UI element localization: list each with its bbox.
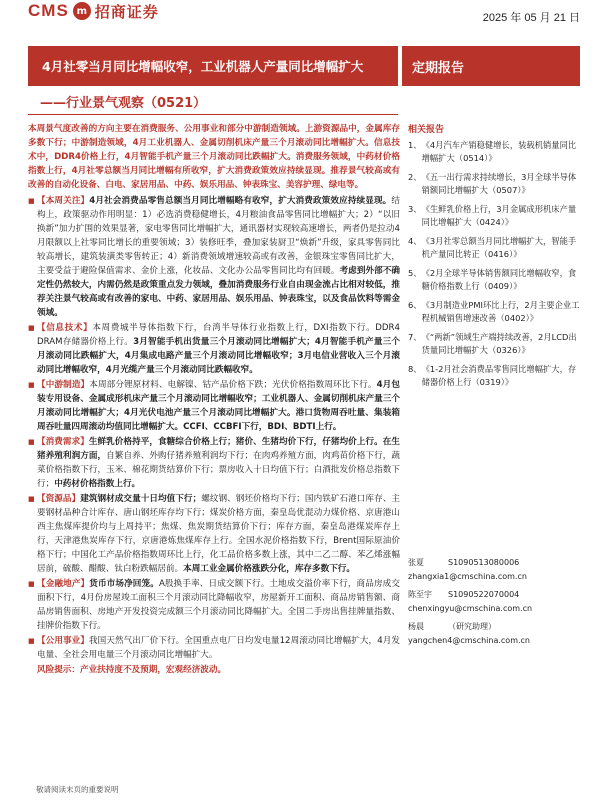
related-report-link[interactable]: 《1-2月社会消费品零售同比增幅扩大，存储器价格上行（0319）》 xyxy=(421,364,577,387)
logo-chinese: 招商证券 xyxy=(94,2,159,21)
analyst-row xyxy=(408,620,580,634)
logo-latin: CMS xyxy=(28,1,69,20)
paragraph-finance xyxy=(28,577,400,633)
bold-lead: 建筑钢材成交量十日均值下行； xyxy=(80,494,202,504)
title-divider xyxy=(28,114,398,115)
related-report-item[interactable]: 4、 《3月社零总额当月同比增幅扩大，智能手机产量同比转正（0416）》 xyxy=(408,235,580,261)
report-subtitle: ——行业景气观察（0521） xyxy=(40,96,207,111)
bold-tail: 3月智能手机出货量三个月滚动同比增幅扩大；4月智能手机产量三个月滚动同比跌幅扩大，4月集成电路产量三个月滚动同比增幅收窄；3月电信业营收入三个月滚动同比增幅收窄，4月光缆产量三个月滚动同比跌幅收窄。 xyxy=(37,337,400,375)
square-bullet-icon: ■ xyxy=(28,580,35,588)
related-report-link[interactable]: 《3月社零总额当月同比增幅扩大，智能手机产量同比转正（0416）》 xyxy=(421,236,577,259)
body-text: 结构上，政策驱动作用明显：1）必选消费稳健增长，4月粮油食品零售同比增幅扩大；2）“以旧换新”加力扩围的效果显著，家电零售同比增幅扩大，通讯器材实现较高速增长，两者仍是拉动4月限额以上社零同比增长的重要领域；3）装修旺季，叠加家装厨卫“焕新”升级，家具零售同比较高增长，建筑装潢类零售转正；4）新消费领域增速较高或有改善，金银珠宝零售同比扩大，主要受益于避险保值需求、金价上涨，化妆品、文化办公品零售同比均有回暖。 xyxy=(37,196,400,276)
footer-note: 敬请阅读末页的重要说明 xyxy=(36,785,119,794)
square-bullet-icon: ■ xyxy=(28,381,35,389)
analyst-id: （研究助理） xyxy=(448,622,496,631)
related-report-item[interactable]: 7、 《“两新”领域生产端持续改善，2月LCD出货量同比增幅扩大（0326）》 xyxy=(408,331,580,357)
abstract: 本周景气度改善的方向主要在消费服务、公用事业和部分中游制造领域。上游资源品中，金属库存多数下行；中游制造领域，4月工业机器人、金属切削机床产量三个月滚动同比增幅扩大。信息技术中，DDR4价格上行，4月智能手机产量三个月滚动同比跌幅扩大。消费服务领域，中药材价格指数上行，4月社零总额当月同比增幅有所收窄，扩大消费政策效应持续显现。推荐景气较高或有改善的自动化设备、白电、家居用品、中药、娱乐用品、钟表珠宝、美容护理、绿电等。 xyxy=(28,124,400,190)
paragraph-resources xyxy=(28,492,400,576)
analyst-email[interactable]: chenxingyu@cmschina.com.cn xyxy=(408,604,533,613)
section-tag: 【金融地产】 xyxy=(37,579,90,589)
paragraph-utilities xyxy=(28,634,400,662)
company-logo xyxy=(28,0,159,22)
paragraph-consumer xyxy=(28,435,400,491)
bold-tail: 4月包装专用设备、金属成形机床产量三个月滚动同比增幅收窄；工业机器人、金属切削机床产量三个月滚动同比增幅扩大；4月光伏电池产量三个月滚动同比增幅扩大。港口货物周吞吐量、集装箱周吞吐量四周滚动均值同比增幅扩大。CCFI、CCBFI下行，BDI、BDTI上行。 xyxy=(37,380,400,432)
section-tag: 【中游制造】 xyxy=(37,380,90,390)
report-type: 定期报告 xyxy=(402,46,580,86)
square-bullet-icon: ■ xyxy=(28,495,35,503)
report-title: 4月社零当月同比增幅收窄，工业机器人产量同比增幅扩大 xyxy=(28,46,398,86)
body-text: A股换手率、日成交额下行。土地成交溢价率下行，商品房成交面积下行，4月份房屋竣工面积三个月滚动同比降幅收窄，房屋新开工面积、商品房销售额、商品房销售面积、房地产开发投资完成额三个月滚动同比降幅扩大。全国二手房出售挂牌量指数、挂牌价指数下行。 xyxy=(37,579,400,631)
related-report-item[interactable]: 8、 《1-2月社会消费品零售同比增幅扩大，存储器价格上行（0319）》 xyxy=(408,363,580,389)
bold-lead: 4月社会消费品零售总额当月同比增幅略有收窄，扩大消费政策效应持续显现。 xyxy=(89,196,392,206)
related-report-link[interactable]: 《生鲜乳价格上行，3月金属成形机床产量同比增幅扩大（0424）》 xyxy=(421,204,577,227)
related-report-link[interactable]: 《五一出行需求持续增长，3月全球半导体销额同比增幅扩大（0507）》 xyxy=(421,172,577,195)
bold-lead: 货币市场净回笼。 xyxy=(89,579,159,589)
main-content xyxy=(28,122,400,677)
section-tag: 【资源品】 xyxy=(37,494,81,504)
related-report-link[interactable]: 《2月全球半导体销售额同比增幅收窄，食糖价格指数上行（0409）》 xyxy=(421,268,577,291)
analyst-name: 张夏 xyxy=(408,558,424,567)
analyst-email[interactable]: zhangxia1@cmschina.com.cn xyxy=(408,572,527,581)
analyst-id: S1090522070004 xyxy=(448,590,520,599)
related-report-link[interactable]: 《3月制造业PMI环比上行，2月主要企业工程机械销售增速改善（0402）》 xyxy=(421,300,580,323)
related-report-item[interactable]: 2、 《五一出行需求持续增长，3月全球半导体销额同比增幅扩大（0507）》 xyxy=(408,171,580,197)
square-bullet-icon: ■ xyxy=(28,197,35,205)
bold-tail: 考虑到外部不确定性仍然较大，内需仍然是政策重点发力领域，叠加消费服务行业自由现金流占比相对较低，推荐关注景气较高或有改善的家电、中药、家居用品、娱乐用品、钟表珠宝，以及食品饮料等需金领域。 xyxy=(37,266,400,318)
square-bullet-icon: ■ xyxy=(28,637,35,645)
related-report-item[interactable]: 3、 《生鲜乳价格上行，3月金属成形机床产量同比增幅扩大（0424）》 xyxy=(408,203,580,229)
analyst-row xyxy=(408,588,580,602)
risk-warning: 风险提示：产业扶持度不及预期，宏观经济波动。 xyxy=(37,665,227,675)
body-text: 本周部分锂原材料、电解镍、钴产品价格下跌；光伏价格指数周环比下行。 xyxy=(89,380,377,390)
section-tag: 【消费需求】 xyxy=(37,437,89,447)
square-bullet-icon: ■ xyxy=(28,324,35,332)
paragraph-midstream xyxy=(28,378,400,434)
square-bullet-icon: ■ xyxy=(28,438,35,446)
paragraph-focus xyxy=(28,194,400,320)
bold-lead: 生鲜乳价格持平，食糖综合价格上行；猪价、生猪均价下行，仔猪均价上行。在生猪养殖利润方面， xyxy=(37,437,400,461)
bold-tail: 本周工业金属价格涨跌分化，库存多数下行。 xyxy=(183,564,355,574)
related-report-item[interactable]: 5、 《2月全球半导体销售额同比增幅收窄，食糖价格指数上行（0409）》 xyxy=(408,267,580,293)
body-text: 螺纹钢、钢坯价格均下行；国内铁矿石港口库存、主要钢材品种合计库存、唐山钢坯库存均下行；煤炭价格方面，秦皇岛优混动力煤价格、京唐港山西主焦煤库提价均与上周持平；焦煤、焦炭期货结算价下行；库存方面，秦皇岛港煤炭库存上行，天津港焦炭库存下行，京唐港炼焦煤库存上行。全国水泥价格指数下行，Brent国际原油价格下行；中国化工产品价格指数周环比上行，化工品价格多数上涨，其中二乙二醇、苯乙烯涨幅居前，硫酸、醋酸、钛白粉跌幅居前。 xyxy=(37,494,400,574)
analyst-row xyxy=(408,556,580,570)
body-text: 自繁自养、外购仔猪养殖利润均下行；在肉鸡养殖方面，肉鸡苗价格下行，蔬菜价格指数下行，玉米、棉花期货结算价下行；票房收入十日均值下行；白酒批发价格总指数下行； xyxy=(37,451,400,489)
related-reports-heading: 相关报告 xyxy=(408,125,445,135)
body-text: 我国天然气出厂价下行。全国重点电厂日均发电量12周滚动同比增幅扩大，4月发电量、全社会用电量三个月滚动同比增幅扩大。 xyxy=(37,636,400,660)
analyst-name: 杨晨 xyxy=(408,622,424,631)
body-text: 本周费城半导体指数下行，台湾半导体行业指数上行，DXI指数下行。DDR4 DRAM存储器价格上行。 xyxy=(37,323,400,347)
section-tag: 【本周关注】 xyxy=(37,196,90,206)
related-report-link[interactable]: 《“两新”领域生产端持续改善，2月LCD出货量同比增幅扩大（0326）》 xyxy=(421,332,577,355)
report-date: 2025 年 05 月 21 日 xyxy=(482,12,580,24)
related-report-item[interactable]: 1、 《4月汽车产销稳健增长，装载机销量同比增幅扩大（0514）》 xyxy=(408,139,580,165)
section-tag: 【信息技术】 xyxy=(37,323,93,333)
analyst-list xyxy=(408,556,580,652)
section-tag: 【公用事业】 xyxy=(37,636,89,646)
logo-mark-icon: m xyxy=(73,2,91,20)
analyst-email[interactable]: yangchen4@cmschina.com.cn xyxy=(408,636,530,645)
bold-tail: 中药材价格指数上行。 xyxy=(54,479,141,489)
related-report-item[interactable]: 6、 《3月制造业PMI环比上行，2月主要企业工程机械销售增速改善（0402）》 xyxy=(408,300,580,323)
related-reports xyxy=(408,122,580,395)
analyst-id: S1090513080006 xyxy=(448,558,520,567)
paragraph-it xyxy=(28,321,400,377)
related-report-link[interactable]: 《4月汽车产销稳健增长，装载机销量同比增幅扩大（0514）》 xyxy=(421,140,577,163)
analyst-name: 陈至宇 xyxy=(408,590,432,599)
